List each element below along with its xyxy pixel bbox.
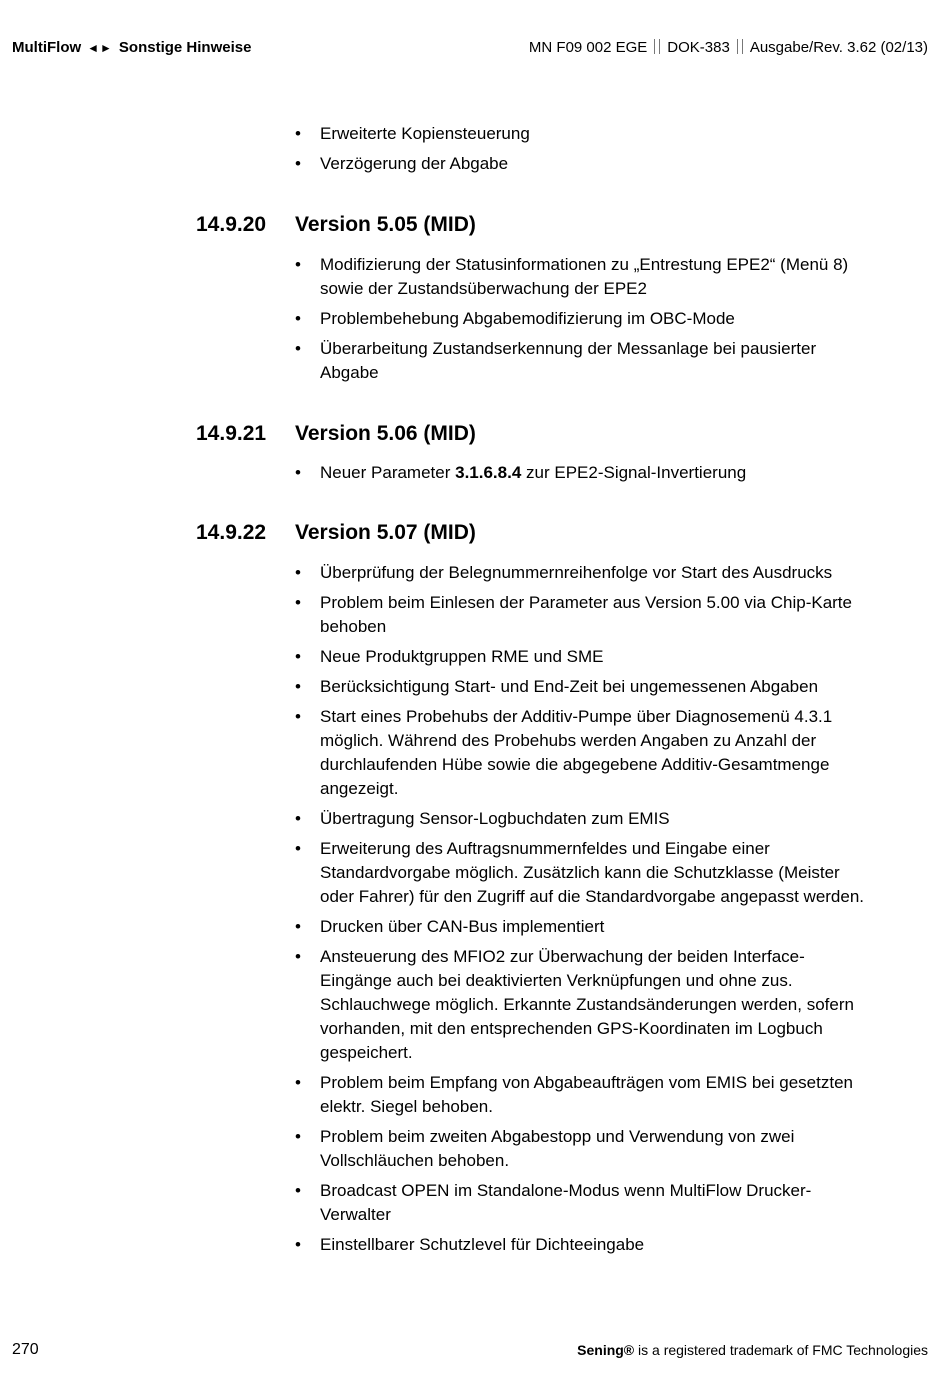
list-item: • Modifizierung der Statusinformationen zu „Entrestung EPE2“ (Menü 8) sowie der Zustandsüberwachung der EPE2 (295, 253, 870, 301)
header-revision: Ausgabe/Rev. 3.62 (02/13) (749, 39, 928, 56)
list-item: • Überarbeitung Zustandserkennung der Messanlage bei pausierter Abgabe (295, 337, 870, 385)
list-item: • Start eines Probehubs der Additiv-Pumpe über Diagnosemenü 4.3.1 möglich. Während des Probehubs werden Angaben zu Anzahl der durchlaufenden Hübe sowie die abgegebene Additiv-Gesamtmenge angezeigt. (295, 705, 870, 801)
list-item: • Problem beim Einlesen der Parameter aus Version 5.00 via Chip-Karte behoben (295, 591, 870, 639)
list-item: • Neue Produktgruppen RME und SME (295, 645, 870, 669)
brand-name: Sening® (577, 1342, 635, 1358)
parameter-number: 3.1.6.8.4 (455, 463, 522, 482)
continued-bullet-list (295, 122, 870, 182)
list-item: • Problem beim zweiten Abgabestopp und Verwendung von zwei Vollschläuchen behoben. (295, 1125, 870, 1173)
header-separator (737, 39, 743, 54)
page-number: 270 (12, 1341, 39, 1358)
section-title: Version 5.06 (MID) (295, 422, 476, 445)
header-separator (654, 39, 660, 54)
section-title: Version 5.07 (MID) (295, 521, 476, 544)
section-bullet-list (295, 461, 870, 491)
list-item: • Überprüfung der Belegnummernreihenfolge vor Start des Ausdrucks (295, 561, 870, 585)
list-item: • Problem beim Empfang von Abgabeaufträgen vom EMIS bei gesetzten elektr. Siegel behoben. (295, 1071, 870, 1119)
header-dok: DOK-383 (667, 39, 730, 56)
running-header-title (12, 39, 251, 56)
header-doc-number: MN F09 002 EGE (528, 39, 648, 56)
list-item: • Einstellbarer Schutzlevel für Dichteeingabe (295, 1233, 870, 1257)
section-number: 14.9.22 (196, 521, 267, 544)
list-item: • Broadcast OPEN im Standalone-Modus wenn MultiFlow Drucker-Verwalter (295, 1179, 870, 1227)
section-bullet-list (295, 561, 870, 1263)
list-item (295, 461, 870, 485)
item-text: zur EPE2-Signal-Invertierung (521, 463, 747, 482)
section-bullet-list (295, 253, 870, 391)
section-title: Version 5.05 (MID) (295, 213, 476, 236)
list-item: • Erweiterte Kopiensteuerung (295, 122, 870, 146)
list-item: • Berücksichtigung Start- und End-Zeit bei ungemessenen Abgaben (295, 675, 870, 699)
header-arrows-icon: ◄► (87, 41, 113, 55)
list-item: • Problembehebung Abgabemodifizierung im OBC-Mode (295, 307, 870, 331)
list-item: • Verzögerung der Abgabe (295, 152, 870, 176)
header-chapter: Sonstige Hinweise (118, 39, 252, 56)
list-item: • Übertragung Sensor-Logbuchdaten zum EMIS (295, 807, 870, 831)
trademark-notice (577, 1342, 928, 1358)
trademark-text: is a registered trademark of FMC Technologies (634, 1342, 928, 1358)
list-item: • Drucken über CAN-Bus implementiert (295, 915, 870, 939)
header-product: MultiFlow (12, 39, 82, 56)
section-number: 14.9.20 (196, 213, 267, 236)
item-text: Neuer Parameter (320, 463, 456, 482)
list-item: • Ansteuerung des MFIO2 zur Überwachung der beiden Interface-Eingänge auch bei deaktivierten Verknüpfungen und ohne zus. Schlauchwege möglich. Erkannte Zustandsänderungen werden, sofern vorhanden, mit den entsprechenden GPS-Koordinaten im Logbuch gespeichert. (295, 945, 870, 1065)
section-number: 14.9.21 (196, 422, 267, 445)
list-item: • Erweiterung des Auftragsnummernfeldes und Eingabe einer Standardvorgabe möglich. Zusätzlich kann die Schutzklasse (Meister oder Fahrer) für den Zugriff auf die Standardvorgabe angepasst werden. (295, 837, 870, 909)
running-header-docinfo (529, 39, 928, 56)
